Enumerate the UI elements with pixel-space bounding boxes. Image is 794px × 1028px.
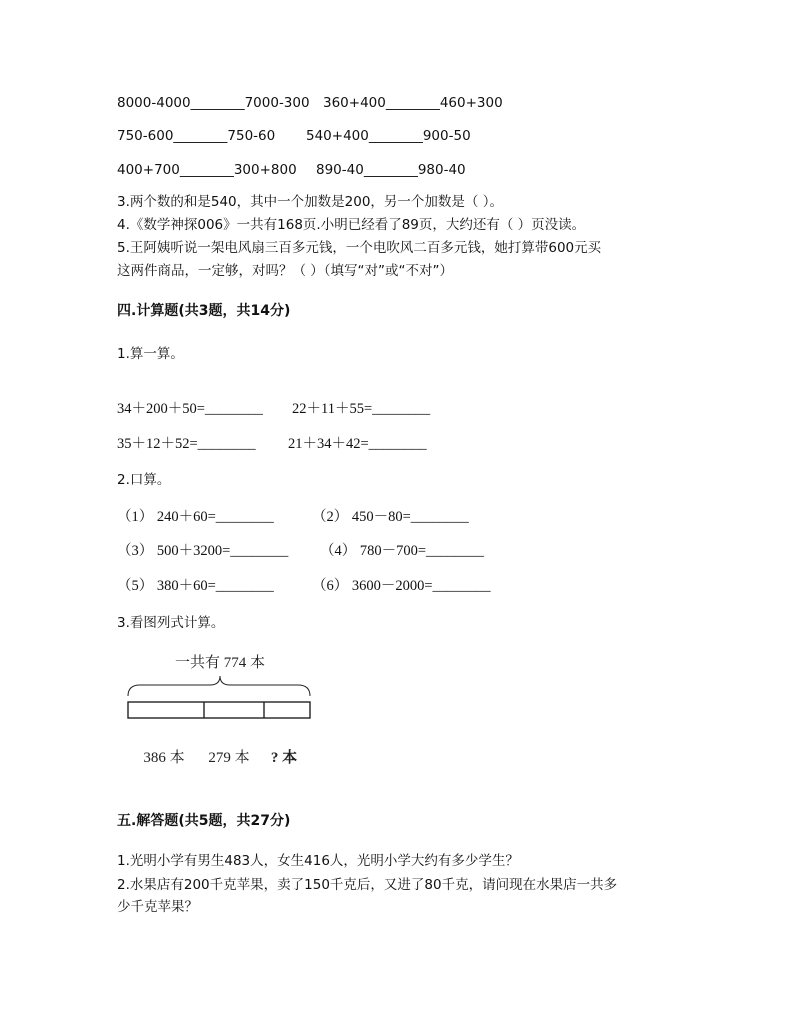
fill-q5-line1: 5.王阿姨听说一架电风扇三百多元钱，一个电吹风二百多元钱，她打算带600元买 bbox=[117, 240, 602, 256]
section5-heading: 五.解答题(共5题，共27分) bbox=[117, 813, 291, 829]
calc-4: 21＋34＋42=________ bbox=[288, 436, 427, 452]
diagram-part-2: 279 本 bbox=[208, 750, 250, 766]
diagram-part-1: 386 本 bbox=[143, 750, 185, 766]
calc-1: 34＋200＋50=________ bbox=[117, 401, 263, 417]
calc-3: 35＋12＋52=________ bbox=[117, 436, 256, 452]
fill-q5-line2: 这两件商品，一定够，对吗？（ ）（填写“对”或“不对”） bbox=[117, 263, 454, 279]
section4-q2-title: 2.口算。 bbox=[117, 472, 171, 488]
section4-q3-title: 3.看图列式计算。 bbox=[117, 615, 225, 631]
compare-right-1: 360+400________460+300 bbox=[323, 95, 503, 111]
oral-2: （2） 450－80=________ bbox=[312, 509, 469, 525]
section4-heading: 四.计算题(共3题，共14分) bbox=[117, 303, 291, 319]
diagram-bar bbox=[128, 702, 310, 718]
oral-1: （1） 240＋60=________ bbox=[117, 509, 274, 525]
compare-left-2: 750-600________750-60 bbox=[117, 128, 276, 144]
compare-left-3: 400+700________300+800 bbox=[117, 162, 297, 178]
calc-2: 22＋11＋55=________ bbox=[292, 401, 431, 417]
oral-4: （4） 780－700=________ bbox=[320, 543, 485, 559]
section4-q1-title: 1.算一算。 bbox=[117, 346, 184, 362]
compare-left-1: 8000-4000________7000-300 bbox=[117, 95, 310, 111]
segment-diagram bbox=[110, 645, 330, 775]
fill-q4: 4.《数学神探006》一共有168页.小明已经看了89页，大约还有（ ）页没读。 bbox=[117, 217, 586, 233]
oral-3: （3） 500＋3200=________ bbox=[117, 543, 289, 559]
diagram-part-3: ? 本 bbox=[270, 750, 298, 766]
section5-q2-line1: 2.水果店有200千克苹果，卖了150千克后，又进了80千克，请问现在水果店一共多 bbox=[117, 877, 618, 893]
total-brace bbox=[128, 676, 310, 696]
oral-5: （5） 380＋60=________ bbox=[117, 578, 274, 594]
compare-right-2: 540+400________900-50 bbox=[306, 128, 471, 144]
section5-q2-line2: 少千克苹果？ bbox=[117, 899, 198, 915]
fill-q3: 3.两个数的和是540，其中一个加数是200，另一个加数是（ ）。 bbox=[117, 194, 503, 210]
oral-6: （6） 3600－2000=________ bbox=[312, 578, 491, 594]
compare-right-3: 890-40________980-40 bbox=[316, 162, 466, 178]
diagram-total-label: 一共有 774 本 bbox=[174, 655, 266, 671]
section5-q1: 1.光明小学有男生483人，女生416人，光明小学大约有多少学生？ bbox=[117, 853, 519, 869]
